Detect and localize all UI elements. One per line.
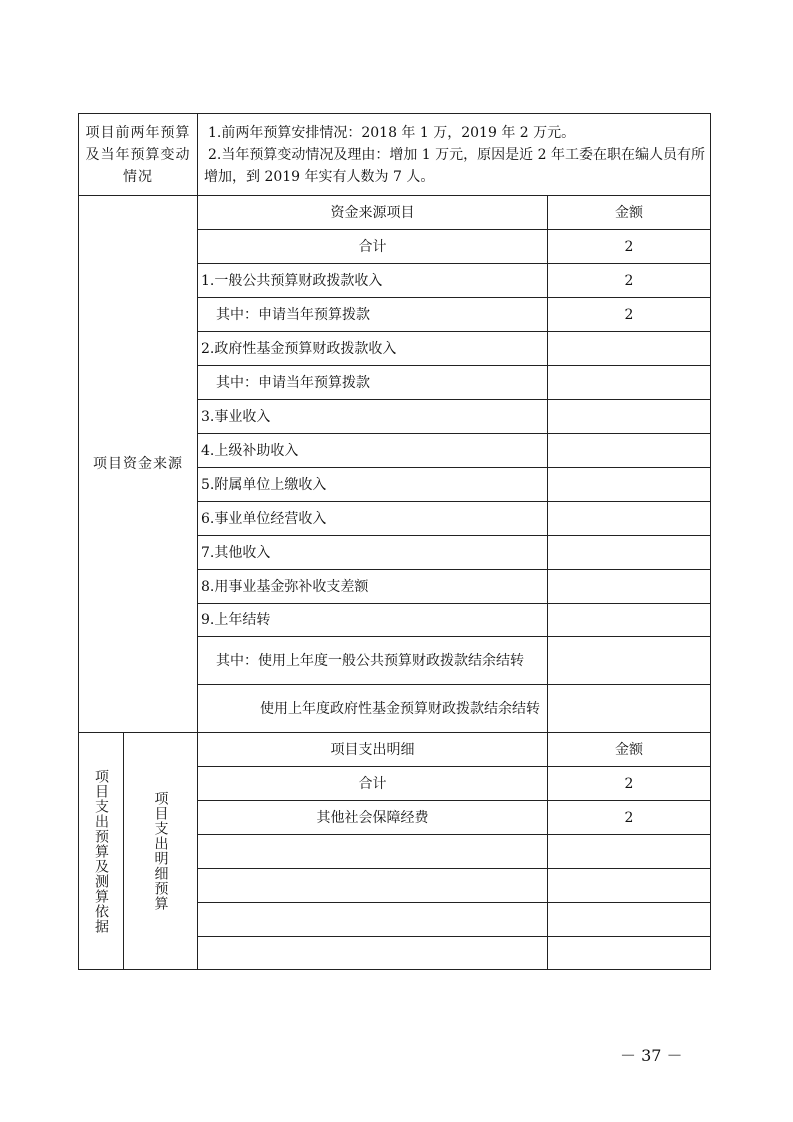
funding-amount <box>548 468 711 502</box>
expense-section-label-cell <box>79 733 124 970</box>
expense-amount <box>548 869 711 903</box>
funding-item-text: 其中：使用上年度一般公共预算财政拨款结余结转 <box>216 652 524 669</box>
expense-header-amount: 金额 <box>548 733 711 767</box>
funding-item: 9.上年结转 <box>198 604 548 637</box>
expense-item <box>198 937 548 970</box>
funding-item: 5.附属单位上缴收入 <box>198 468 548 502</box>
funding-item-text: 使用上年度政府性基金预算财政拨款结余结转 <box>260 700 540 717</box>
funding-item: 其中：申请当年预算拨款 <box>198 298 548 332</box>
funding-amount <box>548 332 711 366</box>
funding-header-row <box>79 196 711 230</box>
funding-item: 其中：申请当年预算拨款 <box>198 366 548 400</box>
summary-content <box>198 114 711 196</box>
funding-amount <box>548 637 711 685</box>
expense-sub-label: 项目支出明细预算 <box>152 791 169 911</box>
funding-item <box>198 685 548 733</box>
funding-amount: 2 <box>548 230 711 264</box>
funding-item: 7.其他收入 <box>198 536 548 570</box>
expense-amount <box>548 835 711 869</box>
funding-amount <box>548 502 711 536</box>
expense-amount: 2 <box>548 801 711 835</box>
budget-table <box>78 113 711 970</box>
funding-item: 3.事业收入 <box>198 400 548 434</box>
funding-amount <box>548 536 711 570</box>
expense-item <box>198 903 548 937</box>
expense-item <box>198 835 548 869</box>
funding-amount <box>548 366 711 400</box>
expense-amount: 2 <box>548 767 711 801</box>
funding-section-label: 项目资金来源 <box>79 196 198 733</box>
funding-amount: 2 <box>548 264 711 298</box>
funding-amount <box>548 604 711 637</box>
summary-label: 项目前两年预算及当年预算变动情况 <box>79 114 198 196</box>
expense-section-label: 项目支出预算及测算依据 <box>93 768 109 934</box>
funding-header-amount: 金额 <box>548 196 711 230</box>
expense-amount <box>548 937 711 970</box>
expense-amount <box>548 903 711 937</box>
expense-sub-label-cell <box>124 733 198 970</box>
summary-line-1: 1.前两年预算安排情况：2018 年 1 万，2019 年 2 万元。 <box>208 124 576 141</box>
expense-header-item: 项目支出明细 <box>198 733 548 767</box>
funding-item <box>198 637 548 685</box>
summary-row <box>79 114 711 196</box>
summary-line-2: 2.当年预算变动情况及理由：增加 1 万元，原因是近 2 年工委在职在编人员有所增加，到 2019 年实有人数为 7 人。 <box>204 146 705 185</box>
funding-amount <box>548 570 711 604</box>
funding-item: 合计 <box>198 230 548 264</box>
funding-header-item: 资金来源项目 <box>198 196 548 230</box>
expense-item <box>198 869 548 903</box>
funding-item: 6.事业单位经营收入 <box>198 502 548 536</box>
expense-item: 合计 <box>198 767 548 801</box>
funding-amount <box>548 434 711 468</box>
expense-header-row <box>79 733 711 767</box>
funding-item: 8.用事业基金弥补收支差额 <box>198 570 548 604</box>
page-number: － 37 － <box>620 1046 683 1065</box>
funding-amount <box>548 685 711 733</box>
funding-item: 2.政府性基金预算财政拨款收入 <box>198 332 548 366</box>
funding-item: 4.上级补助收入 <box>198 434 548 468</box>
funding-amount: 2 <box>548 298 711 332</box>
funding-item: 1.一般公共预算财政拨款收入 <box>198 264 548 298</box>
expense-item: 其他社会保障经费 <box>198 801 548 835</box>
funding-amount <box>548 400 711 434</box>
